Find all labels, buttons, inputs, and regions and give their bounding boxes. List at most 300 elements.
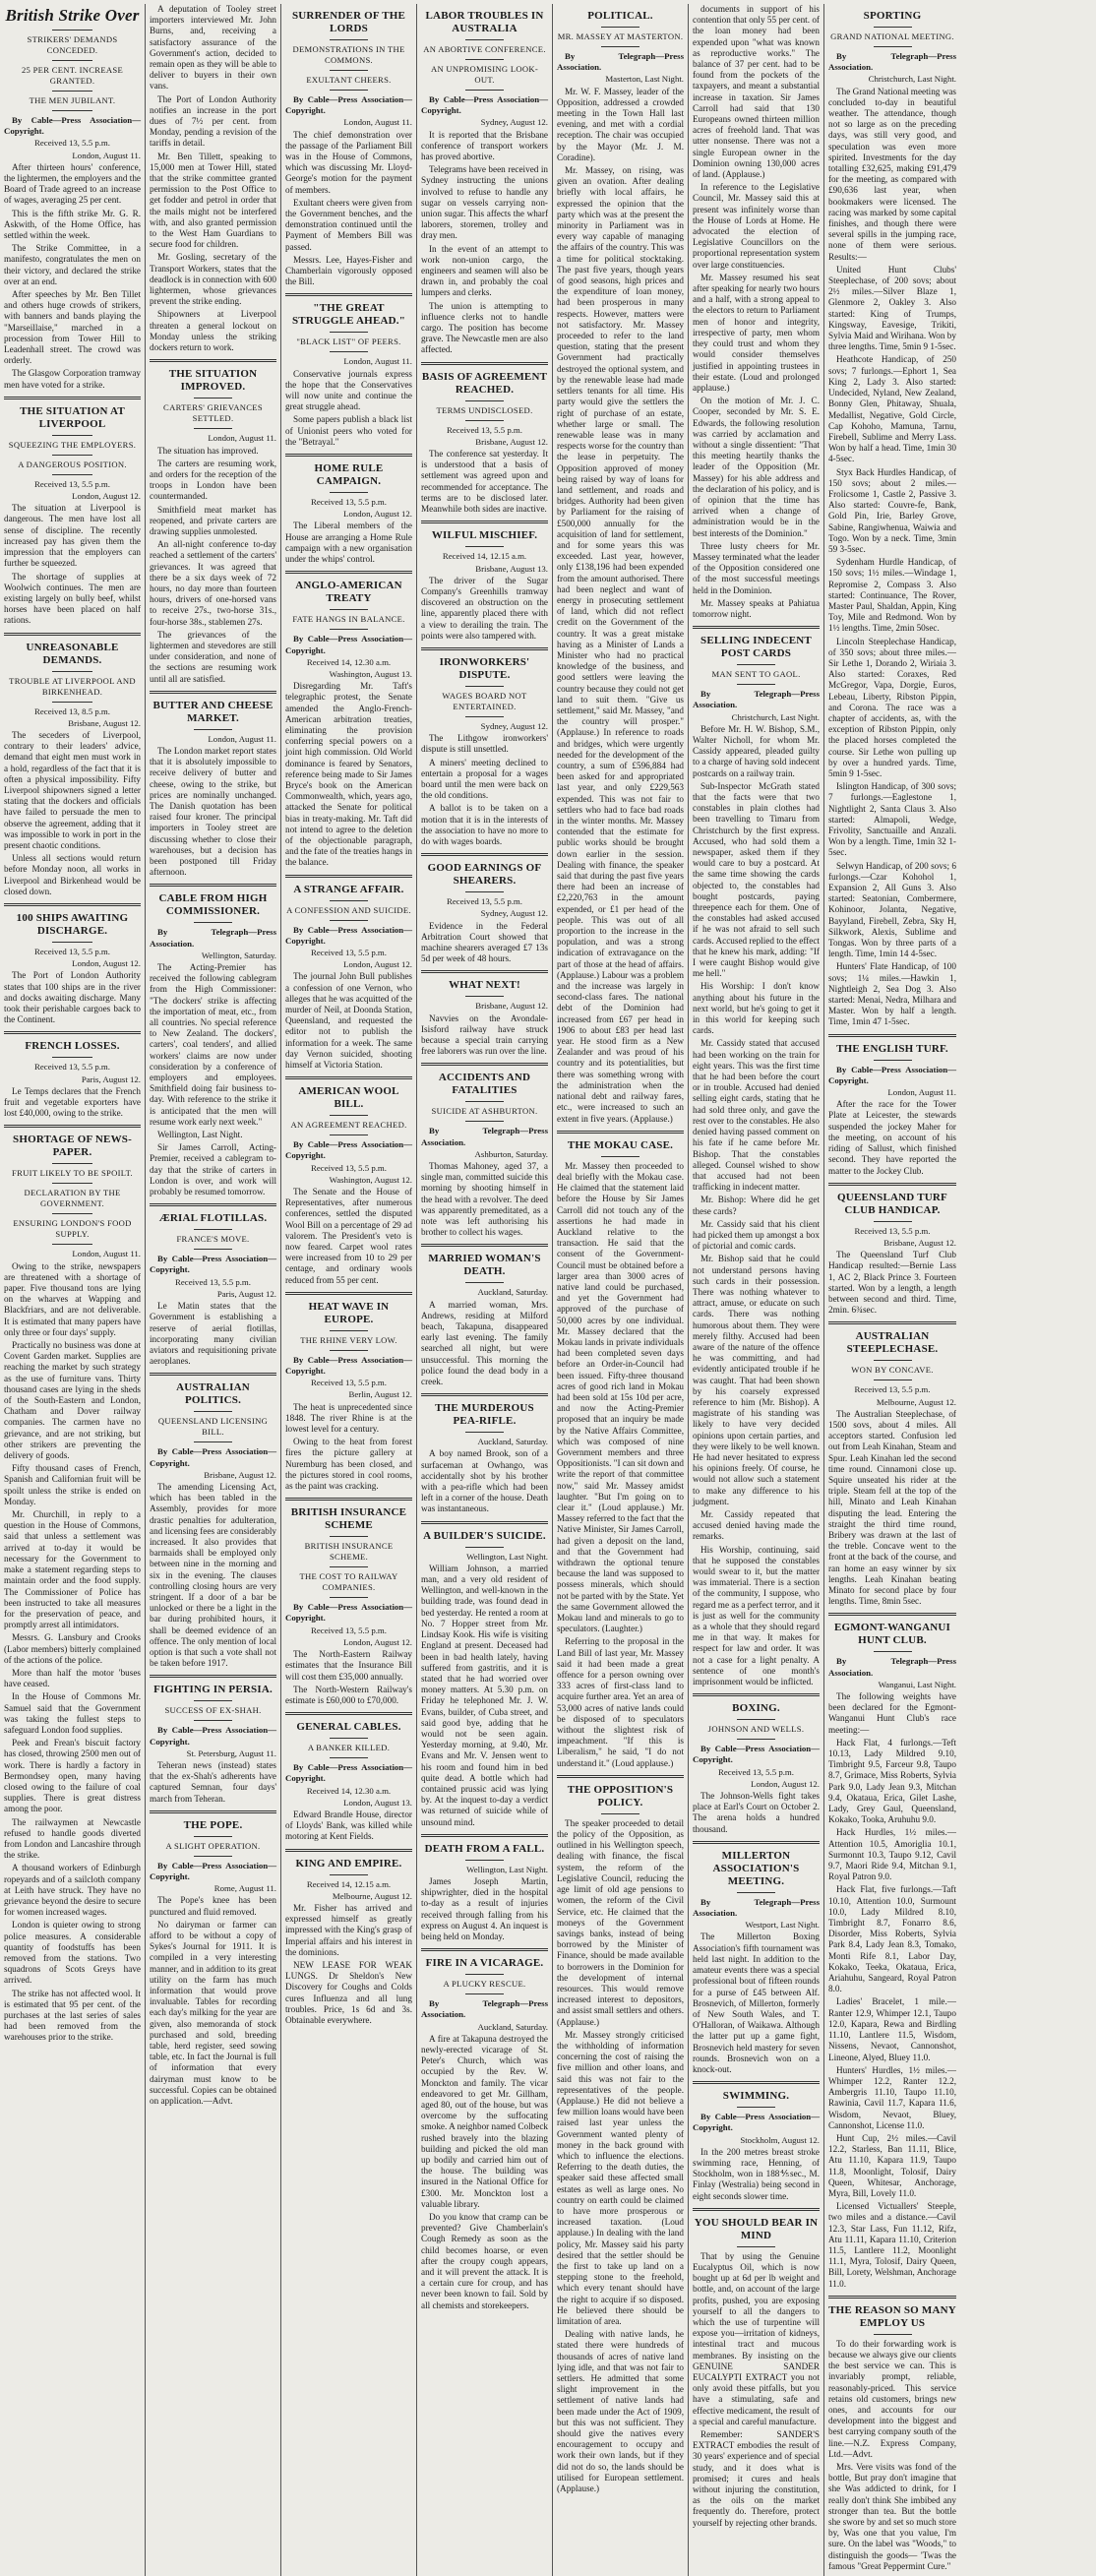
paragraph: Mr. Churchill, in reply to a question in the House of Commons, said that unless a settlement was arrived at to-day it would be necessary for the Government to make a statement regarding steps to maintain order and the food supply. The Commissioner of Police has been instructed to take all measures for the preservation of peace, and promptly arrest all intimidators. xyxy=(4,1509,141,1630)
article-subheadline: BRITISH INSURANCE SCHEME. xyxy=(304,1541,394,1563)
article-subheadline: CARTERS' GRIEVANCES SETTLED. xyxy=(163,402,263,424)
article-divider xyxy=(421,362,548,365)
paragraph: An all-night conference to-day reached a settlement of the carters' grievances. It was agreed that there be a six days week of 72 hours, no day more than fourteen hours, drivers of one-horsed vans to receive 27s., two-horse 31s., four-horse 38s., stablemen 27s. xyxy=(150,539,276,627)
dateline: Received 13, 5.5 p.m. xyxy=(311,1378,387,1388)
byline: By Cable—Press Association—Copyright. xyxy=(285,1602,412,1624)
sub-rule xyxy=(194,1856,232,1857)
article-subheadline: SQUEEZING THE EMPLOYERS. xyxy=(8,439,137,450)
article-headline: KING AND EMPIRE. xyxy=(295,1857,402,1870)
paragraph: His Worship, continuing, said that he supposed the constables would swear to it, but the matter was immaterial. There is a section of the community, I suppose, who regard me as a perfect terror, and it is just as well for the community as a whole that they should regard me in that way. It makes for respect for law and order. It was not a case for a light penalty. A sentence of one month's imprisonment would be inflicted. xyxy=(693,1544,820,1687)
paragraph: After the race for the Tower Plate at Leicester, the stewards suspended the jockey Maher for the meeting, on account of his riding of Sallust, which finished second. They have reported the matter to the Jockey Club. xyxy=(828,1099,956,1176)
article xyxy=(557,10,684,1125)
sub-rule xyxy=(874,1360,912,1361)
paragraph: The Port of London Authority states that 100 ships are in the river and docks awaiting discharge. Many took their perishable cargoes back to the Continent. xyxy=(4,970,141,1025)
sub-rule xyxy=(194,1229,232,1230)
article-subheadline: A DANGEROUS POSITION. xyxy=(18,459,127,469)
paragraph: A deputation of Tooley street importers interviewed Mr. John Burns, and, receiving a satisfactory assurance of the Government's action, decided to remain open as they will be able to deliver to buyers in their own vans. xyxy=(150,4,276,92)
paragraph: Mr. Cassidy repeated that accused denied having made the remarks. xyxy=(693,1509,820,1542)
article-headline: A BUILDER'S SUICIDE. xyxy=(423,1529,546,1542)
paragraph: Styx Back Hurdles Handicap, of 150 sovs; about 2 miles.—Frolicsome 1, Castle 2, Passive 3. Also started: Couvre-fe, Bank, Gold Pin, Irie, Barley Grove, Sabine, Rangiwhenua, Waiwia and Togo. Won by a neck. Time, 3min 59 3-5sec. xyxy=(828,466,956,554)
paragraph: Licensed Victuallers' Steeple, two miles and a distance.—Cavil 12.3, Star Lass, Fun 11.12, Rifz, Atu 11.11, Kapara 11.10, Criterion 11.5, Lantlere 11.2, Moonlight 11.1, Myra, Tolosif, Dairy Queen, Bill, Lorety, Welshman, Anchorage 11.0. xyxy=(828,2201,956,2289)
byline: By Cable—Press Association—Copyright. xyxy=(285,924,412,946)
sub-rule xyxy=(194,1411,232,1412)
dateline: Received 13, 5.5 p.m. xyxy=(175,1276,251,1287)
place-line: Ashburton, Saturday. xyxy=(474,1148,548,1159)
article-subheadline: JOHNSON AND WELLS. xyxy=(707,1724,805,1735)
article-subheadline: THE COST TO RAILWAY COMPANIES. xyxy=(299,1571,398,1593)
place-line: Christchurch, Last Night. xyxy=(868,74,956,85)
article xyxy=(828,1321,956,1607)
paragraph: The Grand National meeting was concluded to-day in beautiful weather. The attendance, though not so large as on the preceding days, was still very good, and speculation was even more spirited. Investments for the day totalling £32,625, making £91,479 for the meeting, as compared with £90,636 last year, when bookmakers were licensed. The racing was marked by some capital finishes, and though there were several spills in the jumping race, none of them were serious. Results:— xyxy=(828,86,956,262)
paragraph: The union is attempting to influence clerks not to handle cargo. The position has become grave. The Newcastle men are also affected. xyxy=(421,300,548,355)
article-subheadline: THE RHINE VERY LOW. xyxy=(300,1334,397,1345)
dateline: Received 14, 12.30 a.m. xyxy=(306,1785,392,1796)
article-headline: GENERAL CABLES. xyxy=(296,1721,401,1734)
paragraph: Mr. Cassidy stated that accused had been working on the train for eight years. This was the first time that he had been before the court or in trouble. Accused had denied selling eight cards, stating that he had sold three only, and gave the rest over to the constables. He also denied having passed comment on his fate if he came before Mr. Bishop. That the constables alleged. Counsel wished to show that accused had not been trafficking in indecent matter. xyxy=(693,1038,820,1193)
paragraph: Do you know that cramp can be prevented? Give Chamberlain's Cough Remedy as soon as the child becomes hoarse, or even after the croupy cough appears, and it will prevent the attack. It is a certain cure for croup, and has never been known to fail. Sold by all chemists and storekeepers. xyxy=(421,2212,548,2310)
sub-rule xyxy=(330,70,368,71)
paragraph: Shipowners at Liverpool threaten a general lockout on Monday unless the striking dockers return to work. xyxy=(150,309,276,353)
dateline: Received 13, 8.5 p.m. xyxy=(34,705,110,716)
article xyxy=(828,1034,956,1177)
article-headline: FIRE IN A VICARAGE. xyxy=(425,1957,544,1970)
sub-rule xyxy=(874,46,912,47)
article-divider xyxy=(828,1034,956,1037)
dateline: Received 13, 5.5 p.m. xyxy=(311,947,387,957)
byline: By Telegraph—Press Association. xyxy=(693,689,820,710)
place-line: Auckland, Saturday. xyxy=(477,1287,548,1298)
article-subheadline: STRIKERS' DEMANDS CONCEDED. xyxy=(27,34,118,55)
sub-rule xyxy=(194,1441,232,1442)
dateline: Received 13, 5.5 p.m. xyxy=(854,1225,931,1236)
article-divider xyxy=(421,1063,548,1066)
article xyxy=(828,2296,956,2572)
paragraph: Sir James Carroll, Acting-Premier, received a cablegram to-day that the strike of carters in London is over, and work will probably be resumed tomorrow. xyxy=(150,1142,276,1197)
paragraph: The following weights have been declared for the Egmont-Wanganui Hunt Club's race meeting:— xyxy=(828,1691,956,1735)
place-line: Brisbane, August 12. xyxy=(475,436,548,447)
article-subheadline: 25 PER CENT. INCREASE GRANTED. xyxy=(21,65,124,86)
article-subheadline: TROUBLE AT LIVERPOOL AND BIRKENHEAD. xyxy=(9,675,136,697)
article-divider xyxy=(150,1810,276,1813)
sub-rule xyxy=(52,474,93,475)
article-headline: ACCIDENTS AND FATALITIES xyxy=(438,1072,531,1097)
paragraph: Smithfield meat market has reopened, and private carters are drawing supplies unmolested. xyxy=(150,504,276,536)
paragraph: The Glasgow Corporation tramway men have voted for a strike. xyxy=(4,368,141,390)
byline: By Cable—Press Association—Copyright. xyxy=(285,1139,412,1161)
article-headline: SURRENDER OF THE LORDS xyxy=(291,10,406,34)
article-headline: POLITICAL. xyxy=(587,10,653,22)
paragraph: Sub-Inspector McGrath stated that the facts were that two constables in plain clothes had been travelling to Timaru from Christchurch by the first express. Accused, who had sold them a newspaper, asked them if they would care to buy a postcard. At the same time showing the cards objected to, the constables had bought postcards, paying threepence each for them. One of the constables had asked accused if he was not afraid to sell such cards. Accused replied to the effect that he knew his mark, adding: "If I were caught Bishop would give me hell." xyxy=(693,780,820,979)
column-6 xyxy=(689,4,824,2576)
paragraph: A ballot is to be taken on a motion that it is in the interests of the association to have no more to do with wages boards. xyxy=(421,803,548,846)
article-subheadline: DEMONSTRATIONS IN THE COMMONS. xyxy=(292,44,405,65)
article-subheadline: "BLACK LIST" OF PEERS. xyxy=(296,337,401,347)
paragraph: The Port of London Authority notifies an increase in the port dues of 7½ per cent. from Monday, pending a revision of the tariffs in detail. xyxy=(150,93,276,149)
paragraph: Lincoln Steeplechase Handicap, of 350 sovs; about three miles.—Sir Lethe 1, Dorando 2, Wiriaia 3. Also started: Coraxes, Red McGregor, Vapa, Dorgie, Euros, Lebeau, Liberty, Ribston Pippin, and Corona. The race was a chapter of accidents, as, with the exception of Ribston Pippin, only the placed horses completed the course. Sir Lethe won pulling up by over a hundred yards. Time, 5min 9 1-5sec. xyxy=(828,636,956,778)
article xyxy=(421,1834,548,1942)
article xyxy=(421,1063,548,1238)
place-line: Wanganui, Last Night. xyxy=(878,1679,956,1689)
paragraph: More than half the motor 'buses have ceased. xyxy=(4,1667,141,1689)
article xyxy=(285,1498,412,1706)
place-line: Washington, August 12. xyxy=(329,1174,412,1185)
article xyxy=(150,359,276,684)
dateline: Received 14, 12.30 a.m. xyxy=(306,656,392,667)
paragraph: It is reported that the Brisbane conference of transport workers has proved abortive. xyxy=(421,129,548,162)
article-subheadline: THE MEN JUBILANT. xyxy=(29,95,116,105)
dateline: Received 14, 12.15 a.m. xyxy=(442,551,527,562)
article-divider xyxy=(828,2296,956,2299)
paragraph: Exultant cheers were given from the Government benches, and the demonstration continued until the Payment of Members Bill was passed. xyxy=(285,197,412,252)
article-subheadline: TERMS UNDISCLOSED. xyxy=(436,404,533,415)
article-divider xyxy=(693,2208,820,2211)
article-headline: IRONWORKERS' DISPUTE. xyxy=(439,655,530,681)
sub-rule xyxy=(330,90,368,91)
paragraph: The speaker proceeded to detail the policy of the Opposition, as outlined in his Wellington speech, dealing with finance, the fiscal system, the reform of the Legislative Council, reducing the age limit of old age pensions to women, the reform of the Civil Service, etc. He claimed that the moneys of the Government savings banks, instead of being borrowed by the Minister of Finance, should be made available to borrowers in the Dominion for the development of internal resources. This would remove increased interest to depositors, and assist small settlers and others. (Applause.) xyxy=(557,1817,684,2027)
place-line: London, August 11. xyxy=(72,150,141,160)
sub-rule xyxy=(52,1213,93,1214)
byline: By Telegraph—Press Association. xyxy=(557,51,684,73)
sub-rule xyxy=(52,1183,93,1184)
article-divider xyxy=(421,521,548,523)
paragraph: The Acting-Premier has received the following cablegram from the High Commissioner: "The dockers' strike is affecting the importation of meat, etc., from all countries. No special reference to New Zealand. The dockers', carters', coal tenders', and allied workers' claims are now under consideration by a conference of employers and employees. Smithfield doing fair business to-day. With reference to the strike it is anticipated that the men will resume work early next week." xyxy=(150,962,276,1127)
dateline: Received 13, 5.5 p.m. xyxy=(311,497,387,508)
paragraph: In the House of Commons Mr. Samuel said that the Government was taking the fullest steps to safeguard London food supplies. xyxy=(4,1691,141,1735)
article-subheadline: AN ABORTIVE CONFERENCE. xyxy=(423,44,546,54)
sub-rule xyxy=(737,1739,775,1740)
article-headline: BRITISH INSURANCE SCHEME xyxy=(290,1506,407,1532)
sub-rule xyxy=(330,332,368,333)
paragraph: The North-Western Railway's estimate is £60,000 to £70,000. xyxy=(285,1684,412,1705)
sub-rule xyxy=(330,39,368,40)
article-divider xyxy=(4,633,141,636)
article-divider xyxy=(828,1183,956,1186)
sub-rule xyxy=(194,729,232,730)
article xyxy=(557,1775,684,2494)
article xyxy=(421,1948,548,2311)
dateline: Received 13, 5.5 p.m. xyxy=(34,478,110,489)
sub-rule xyxy=(465,39,504,40)
article-divider xyxy=(828,1321,956,1324)
article xyxy=(4,397,141,627)
place-line: Paris, August 12. xyxy=(81,1073,141,1084)
article-subheadline: SUCCESS OF EX-SHAH. xyxy=(164,1705,262,1716)
place-line: Wellington, Last Night. xyxy=(466,1864,548,1874)
article-headline: EGMONT-WANGANUI HUNT CLUB. xyxy=(833,1622,951,1647)
place-line: Stockholm, August 12. xyxy=(740,2134,820,2145)
dateline: Received 13, 5.5 p.m. xyxy=(447,424,522,435)
article xyxy=(150,1373,276,1669)
paragraph: Thomas Mahoney, aged 37, a single man, committed suicide this morning by shooting himself in the head with a revolver. The deed was apparently premeditated, as a note was left authorising his brother to collect his wages. xyxy=(421,1161,548,1238)
paragraph: The grievances of the lightermen and stevedores are still under consideration, and none of the sections are resuming work until all are satisfied. xyxy=(150,629,276,684)
article-headline: SHORTAGE OF NEWS-PAPER. xyxy=(13,1134,132,1159)
article-headline: BUTTER AND CHEESE MARKET. xyxy=(152,699,274,724)
paragraph: A married woman, Mrs. Andrews, residing at Milford beach, Takapuna, disappeared early last evening. The family searched all night, but were unsuccessful. This morning the police found the dead body in a creek. xyxy=(421,1299,548,1387)
sub-rule xyxy=(52,1244,93,1245)
article-headline: THE MOKAU CASE. xyxy=(567,1138,674,1151)
article-headline: THE OPPOSITION'S POLICY. xyxy=(567,1783,674,1809)
paragraph: The situation has improved. xyxy=(157,445,259,456)
place-line: London, August 12. xyxy=(343,1636,412,1647)
sub-rule xyxy=(465,1974,504,1975)
article xyxy=(421,647,548,847)
place-line: London, August 12. xyxy=(343,509,412,520)
article-divider xyxy=(285,1498,412,1501)
sub-rule xyxy=(465,400,504,401)
place-line: London, August 11. xyxy=(72,1249,141,1259)
article xyxy=(4,1031,141,1119)
dateline: Received 13, 5.5 p.m. xyxy=(34,946,110,956)
paragraph: London is quieter owing to strong police measures. A considerable quantity of foodstuffs has been removed from the stations. Two squadrons of Scots Greys have arrived. xyxy=(4,1920,141,1986)
paragraph: A miners' meeting declined to entertain a proposal for a wages board until the men were back on the old conditions. xyxy=(421,757,548,801)
sub-rule xyxy=(874,27,912,28)
article-headline: DEATH FROM A FALL. xyxy=(424,1842,545,1855)
paragraph: The driver of the Sugar Company's Greenhills tramway discovered an obstruction on the line, apparently placed there with a view to derailing the train. The points were also tampered with. xyxy=(421,575,548,641)
paragraph: Peek and Frean's biscuit factory has closed, throwing 2500 men out of work. There is hardly a factory in Bermondsey open, many having closed owing to the failure of coal supplies. There is great distress among the poor. xyxy=(4,1738,141,1814)
sub-rule xyxy=(52,1057,93,1058)
sub-rule xyxy=(194,398,232,399)
article xyxy=(285,293,412,448)
column-5 xyxy=(553,4,689,2576)
article-divider xyxy=(285,1076,412,1079)
sub-rule xyxy=(465,891,504,892)
place-line: Melbourne, August 12. xyxy=(332,1890,412,1901)
sub-rule xyxy=(601,27,639,28)
paragraph: James Joseph Martin, shipwrighter, died in the hospital to-day as a result of injuries received through falling from his express on August 4. An inquest is being held on Monday. xyxy=(421,1875,548,1941)
article xyxy=(693,1693,820,1835)
sub-rule xyxy=(330,492,368,493)
article-divider xyxy=(150,359,276,362)
paragraph: The Lithgow ironworkers' dispute is still unsettled. xyxy=(421,733,548,755)
article-headline: THE SITUATION IMPROVED. xyxy=(168,368,258,394)
sub-rule xyxy=(330,1757,368,1758)
place-line: Washington, August 13. xyxy=(329,668,412,679)
paragraph: Mr. Bishop: Where did he get these cards? xyxy=(693,1195,820,1216)
place-line: Brisbane, August 13. xyxy=(475,563,548,574)
sub-rule xyxy=(874,2334,912,2335)
sub-rule xyxy=(330,1738,368,1739)
byline: By Cable—Press Association—Copyright. xyxy=(421,94,548,116)
paragraph: Le Matin states that the Government is establishing a reserve of aerial flotillas, incorporating many civilian aviators and requisitioning private aeroplanes. xyxy=(150,1301,276,1367)
place-line: Westport, Last Night. xyxy=(745,1920,820,1931)
byline: By Cable—Press Association—Copyright. xyxy=(285,1762,412,1784)
paragraph: Evidence in the Federal Arbitration Court showed that machine shearers averaged £7 13s 5d per week of 48 hours. xyxy=(421,920,548,964)
paragraph: Mr. Massey resumed his seat after speaking for nearly two hours and a half, with a strong appeal to the electors to return to Parliament men of honor and integrity, irrespective of party, men whom they could trust and whom they would consider themselves justified in appointing trustees in their estate. (Loud and prolonged applause.) xyxy=(693,272,820,393)
paragraph: documents in support of his contention that only 55 per cent. of the loan money had been expended upon "what was known as reproductive works." The balance of 37 per cent. had to be found from the pockets of the taxpayers, and meant a substantial increase in taxation. Sir James Carroll had said that 130 Europeans owned thirteen million acres of freehold land. That was utter nonsense. There was not a single European owner in the Dominion owning 130,000 acres of land. (Applause.) xyxy=(693,4,820,180)
article-divider xyxy=(557,1131,684,1134)
article xyxy=(285,10,412,287)
article-headline: SPORTING xyxy=(863,10,922,22)
paragraph: Hunters' Flate Handicap, of 100 sovs; 1¼ miles.—Hawkin 1, Nightleigh 2, Sea Dog 3. Also started: Menai, Nedra, Milhara and Master. Won by half a length. Time, 1min 47 1-5sec. xyxy=(828,961,956,1027)
article xyxy=(285,1076,412,1286)
sub-rule xyxy=(737,1719,775,1720)
sub-rule xyxy=(465,1547,504,1548)
article-subheadline: A PLUCKY RESCUE. xyxy=(443,1979,526,1990)
column-1 xyxy=(0,4,146,2576)
byline: By Cable—Press Association—Copyright. xyxy=(285,634,412,655)
byline: By Telegraph—Press Association. xyxy=(421,1126,548,1147)
dateline: Received 13, 5.5 p.m. xyxy=(34,1062,110,1073)
paragraph: The London market report states that it is absolutely impossible to receive delivery of butter and cheese, owing to the strike, but prices are nominally unchanged. The Danish quotation has been raised four kroner. The principal importers in Tooley street are discussing whether to close their warehouses, but a decision has been postponed till Friday afternoon. xyxy=(150,745,276,878)
article-headline: "THE GREAT STRUGGLE AHEAD." xyxy=(291,302,406,328)
paragraph: Mr. Massey then proceeded to deal briefly with the Mokau case. He claimed that the statement laid before the House by Sir James Carroll did not touch any of the assertions he had made in Auckland relative to the transaction. He said that the consent of the Government-Council must be obtained before a larger area than 3000 acres of native land could be purchased, and yet the Government had approved of the purchase of 50,000 acres by one individual. Mr. Massey declared that the Mokau lands in private individuals had been completed seven days before an Order-in-Council had been issued. Fifty-three thousand acres of good rich land in Mokau had been sold at 15s 10d per acre, and now the Acting-Premier proposed that an inquiry be made by the Native Affairs Committee, which was composed of nine Government members and three Oppositionists. "I can sit down and write the report of that committee now," said Mr. Massey amidst laughter. "But I'm going on to clear it." (Loud applause.) Mr. Massey referred to the fact that the Native Minister, Sir James Carroll, had given a deposit on the land, and that the Government had withdrawn the optional tenure because the land was supposed to possess minerals, which should not be parted with by the State. Yet the same Government allowed the Mokau land and minerals to go to speculators. (Laughter.) xyxy=(557,1160,684,1634)
column-7 xyxy=(824,4,960,2576)
paragraph: The Queensland Turf Club Handicap resulted:—Bernie Lass 1, AC 2, Black Prince 3. Fourteen started. Won by a length, a length between second and third. Time, 2min. 6¾sec. xyxy=(828,1250,956,1316)
paragraph: The Pope's knee has been punctured and fluid removed. xyxy=(150,1895,276,1917)
paragraph: Unless all sections would return before Monday noon, all works in Liverpool and Birkenhead would be closed down. xyxy=(4,853,141,896)
article xyxy=(4,903,141,1025)
article-headline: ANGLO-AMERICAN TREATY xyxy=(295,580,402,605)
article xyxy=(150,884,276,1197)
sub-rule xyxy=(465,546,504,547)
article-divider xyxy=(421,970,548,973)
paragraph: Remember: SANDER'S EXTRACT embodies the result of 30 years' experience and of special study, and it does what is promised; it cures and heals without injuring the constitution, as the oils on the market frequently do. Therefore, protect yourself by rejecting other brands. xyxy=(693,2429,820,2528)
article-headline: GOOD EARNINGS OF SHEARERS. xyxy=(427,862,542,888)
article xyxy=(285,875,412,1072)
article-subheadline: MR. MASSEY AT MASTERTON. xyxy=(557,31,684,41)
article xyxy=(421,10,548,356)
sub-rule xyxy=(465,90,504,91)
article xyxy=(421,521,548,642)
sub-rule xyxy=(330,609,368,610)
place-line: Berlin, August 12. xyxy=(348,1389,412,1400)
sub-rule xyxy=(194,922,232,923)
paragraph: The amending Licensing Act, which has been tabled in the Assembly, provides for more drastic penalties for adulteration, and licensing fees are considerably increased. It also provides that barmaids shall be employed only between nine in the morning and six in the evening. The clauses controlling closing hours are very stringent. If a door of a bar be unlocked or there be a light in the bar during prohibited hours, it shall be deemed evidence of an offence. The only mention of local option is that such a vote shall not be taken before 1917. xyxy=(150,1481,276,1669)
article xyxy=(150,4,276,353)
paragraph: Sydenham Hurdle Handicap, of 150 sovs; 1½ miles.—Windage 1, Repromise 2, Compass 3. Also started: Continuance, The Rover, Master Paul, Shaldan, Appin, King Toy, Mile and Redmond. Won by 1½ lengths. Time, 2min 50sec. xyxy=(828,557,956,634)
paragraph: The heat is unprecedented since 1848. The river Rhine is at the lowest level for a century. xyxy=(285,1401,412,1435)
paragraph: This is the fifth strike Mr. G. R. Askwith, of the Home Office, has settled within the week. xyxy=(4,208,141,241)
sub-rule xyxy=(330,1330,368,1331)
paragraph: William Johnson, a married man, and a very old resident of Wellington, and well-known in the building trade, was found dead in bed yesterday. He rented a room at No. 7 Hopper street from Mr. Lindsay Kook. His wife is visiting England at present. Deceased had been in bad health lately, having suffered from gastritis, and it is stated that he had worried over money matters. At 5.30 p.m. on Friday he telephoned Mr. J. W. Evans, builder, of Cuba street, and said good bye, adding that he would not be seen again. Yesterday morning, at 9.40, Mr. Evans and Mr. V. Jensen went to his room and found him in bed quite dead. A bottle which had contained prussic acid was lying by. At the inquest to-day a verdict was returned of suicide while of unsound mind. xyxy=(421,1563,548,1827)
article-divider xyxy=(421,1521,548,1524)
article-headline: 100 SHIPS AWAITING DISCHARGE. xyxy=(16,911,129,937)
column-3 xyxy=(281,4,417,2576)
article-headline: CABLE FROM HIGH COMMISSIONER. xyxy=(158,892,268,918)
article xyxy=(693,4,820,620)
sub-rule xyxy=(52,671,93,672)
paragraph: Some papers publish a black list of Unionist peers who voted for the "Betrayal." xyxy=(285,414,412,447)
paragraph: The situation at Liverpool is dangerous. The men have lost all sense of discipline. The recently increased pay has given them the impression that the employers can further be squeezed. xyxy=(4,503,141,569)
dateline: Received 13, 5.5 p.m. xyxy=(311,1162,387,1173)
paragraph: Le Temps declares that the French fruit and vegetable exporters have lost £40,000, owing to the strike. xyxy=(4,1085,141,1119)
article-headline: FIGHTING IN PERSIA. xyxy=(153,1684,273,1696)
place-line: Christchurch, Last Night. xyxy=(731,711,820,722)
article-divider xyxy=(693,1841,820,1844)
sub-rule xyxy=(330,1566,368,1567)
sub-rule xyxy=(330,1115,368,1116)
sub-rule xyxy=(465,996,504,997)
paragraph: Mr. Massey speaks at Pahiatua tomorrow night. xyxy=(693,597,820,619)
byline: By Cable—Press Association—Copyright. xyxy=(285,1354,412,1377)
article-headline: WHAT NEXT! xyxy=(449,979,520,992)
paragraph: Mr. Fisher has arrived and expressed himself as greatly impressed with the King's grasp of Imperial affairs and his interest in the dominions. xyxy=(285,1902,412,1957)
paragraph: Messrs. G. Lansbury and Crooks (Labor members) bitterly complained of the actions of the police. xyxy=(4,1632,141,1665)
article-subheadline: FRANCE'S MOVE. xyxy=(176,1234,250,1245)
article-divider xyxy=(4,1031,141,1034)
place-line: London, August 11. xyxy=(208,433,276,444)
article-divider xyxy=(285,875,412,878)
article-subheadline: ENSURING LONDON'S FOOD SUPPLY. xyxy=(13,1218,132,1240)
article xyxy=(693,2208,820,2529)
paragraph: The carters are resuming work, and orders for the reception of the troops in London have been countermanded. xyxy=(150,458,276,502)
sub-rule xyxy=(52,942,93,943)
paragraph: Navvies on the Avondale-Isisford railway have struck because a special train carrying free laborers was run over the line. xyxy=(421,1012,548,1057)
paragraph: The seceders of Liverpool, contrary to their leaders' advice, demand that eight men must work in a hold, regardless of the fact that it is often a physical impossibility. Fifty Liverpool shipowners signed a letter stating that the dockers and officials have failed to persuade the men to observe the agreement, adding that it was impossible to work in port in the present chaotic conditions. xyxy=(4,729,141,850)
article-divider xyxy=(285,571,412,574)
article xyxy=(285,1849,412,2027)
paragraph: The chief demonstration over the passage of the Parliament Bill was in the House of Commons, which was discussing Mr. Lloyd-George's motion for the payment of members. xyxy=(285,129,412,195)
paragraph: Mr. Ben Tillett, speaking to 15,000 men at Tower Hill, stated that the strike committee granted permission to the Post Office to get fodder and petrol in order that the mails might not be interfered with, and also granted permission to the West Ham Guardians to secure food for children. xyxy=(150,151,276,250)
place-line: Auckland, Saturday. xyxy=(477,1437,548,1447)
byline: By Cable—Press Association—Copyright. xyxy=(4,115,141,137)
place-line: London, August 12. xyxy=(343,959,412,970)
sub-rule xyxy=(874,1221,912,1222)
place-line: Brisbane, August 12. xyxy=(204,1469,276,1480)
paragraph: Ladies' Bracelet, 1 mile.—Ranter 12.9, Whimper 12.1, Taupo 12.0, Kapara, Rewa and Birdling 11.10, Lantlere 11.5, Wisdom, Nissens, Nevaot, Cannonshot, Lineone, Alyed, Bluey 11.0. xyxy=(828,1996,956,2062)
article xyxy=(150,1675,276,1804)
article-subheadline: MAN SENT TO GAOL. xyxy=(711,669,801,680)
paragraph: Teheran news (instead) states that the ex-Shah's adherents have captured Semnan, four days' march from Teheran. xyxy=(150,1759,276,1804)
article-divider xyxy=(150,1373,276,1376)
place-line: London, August 12. xyxy=(72,491,141,502)
article xyxy=(421,1521,548,1828)
paragraph: Islington Handicap, of 300 sovs; 7 furlongs.—Eaglestone 1, Nightlight 2, Santa Claus 3. Also started: Almapoli, Wedge, Frivolity, Sanctuaille and Anzali. Won by a length. Time, 1min 32 1-5sec. xyxy=(828,781,956,858)
article-subheadline: FRUIT LIKELY TO BE SPOILT. xyxy=(12,1168,133,1179)
article xyxy=(693,626,820,1687)
paragraph: Telegrams have been received in Sydney instructing the unions involved to refuse to handle any sugar on vessels carrying non-union sugar. This affects the wharf laborers, storemen, trolley and dray men. xyxy=(421,164,548,241)
article-subheadline: SUICIDE AT ASHBURTON. xyxy=(431,1106,538,1117)
sub-rule xyxy=(465,1121,504,1122)
article-subheadline: AN UNPROMISING LOOK-OUT. xyxy=(430,64,539,85)
sub-rule xyxy=(737,2246,775,2247)
place-line: St. Petersburg, August 11. xyxy=(186,1748,276,1758)
place-line: London, August 12. xyxy=(72,958,141,969)
sub-rule xyxy=(194,1836,232,1837)
article-subheadline: FATE HANGS IN BALANCE. xyxy=(292,614,405,625)
article xyxy=(285,454,412,565)
paragraph: The shortage of supplies at Woolwich continues. The men are existing largely on bully beef, whilst horses have been placed on half rations. xyxy=(4,571,141,626)
paragraph: Mrs. Vere visits was fond of the bottle, But pray don't imagine that she Was addicted to drink, for I really don't think She imbibed any stronger than tea. But the bottle she swore by and set so much store by, Was one that you value, I'm sure. On the label was "Woods," to distinguish the goods— 'Twas the famous "Great Peppermint Cure." xyxy=(828,2462,956,2571)
place-line: London, August 11. xyxy=(887,1087,956,1098)
sub-rule xyxy=(194,1700,232,1701)
paragraph: To do their forwarding work is because we always give our clients the best service we can. This is invariably prompt, reliable, reasonably-priced. This service retains old customers, brings new ones, and accounts for our development into the biggest and best carrying company south of the line.—N.Z. Express Company, Ltd.—Advt. xyxy=(828,2338,956,2459)
sub-rule xyxy=(465,1282,504,1283)
article-headline: BOXING. xyxy=(732,1702,780,1715)
dateline: Received 14, 12.15 a.m. xyxy=(306,1878,392,1889)
place-line: Brisbane, August 12. xyxy=(883,1237,956,1248)
paragraph: Mr. W. F. Massey, leader of the Opposition, addressed a crowded meeting in the Town Hall last evening, and met with a cordial reception. The chair was occupied by the Mayor (Mr. J. M. Coradine). xyxy=(557,86,684,162)
article-divider xyxy=(150,1675,276,1678)
paragraph: A thousand workers of Edinburgh ropeyards and of a sailcloth company at Leith have struck. They have no grievance beyond the desire to secure for women increased wages. xyxy=(4,1863,141,1918)
article-headline: ÆRIAL FLOTILLAS. xyxy=(158,1212,268,1225)
article-headline: AMERICAN WOOL BILL. xyxy=(298,1085,399,1111)
article xyxy=(4,633,141,897)
article-subheadline: EXULTANT CHEERS. xyxy=(306,75,392,85)
article-divider xyxy=(421,1244,548,1247)
sub-rule xyxy=(465,686,504,687)
paragraph: The Liberal members of the House are arranging a Home Rule campaign with a new organisation under the whips' control. xyxy=(285,521,412,565)
article-headline: QUEENSLAND TURF CLUB HANDICAP. xyxy=(837,1191,947,1216)
article-divider xyxy=(557,1775,684,1778)
paragraph: Mr. Cassidy said that his client had picked them up amongst a box of pictorial and comic cards. xyxy=(693,1218,820,1252)
sub-rule xyxy=(330,1350,368,1351)
paragraph: The North-Eastern Railway estimates that the Insurance Bill will cost them £35,000 annually. xyxy=(285,1649,412,1682)
byline: By Telegraph—Press Association. xyxy=(150,927,276,949)
paragraph: The strike has not affected wool. It is estimated that 95 per cent. of the purchases at the last series of sales had been removed from the warehouses prior to the strike. xyxy=(4,1988,141,2043)
paragraph: Mr. Gosling, secretary of the Transport Workers, states that the deadlock is in connection with 600 lightermen, whose grievances prevent the strike ending. xyxy=(150,252,276,307)
article xyxy=(150,1810,276,2107)
